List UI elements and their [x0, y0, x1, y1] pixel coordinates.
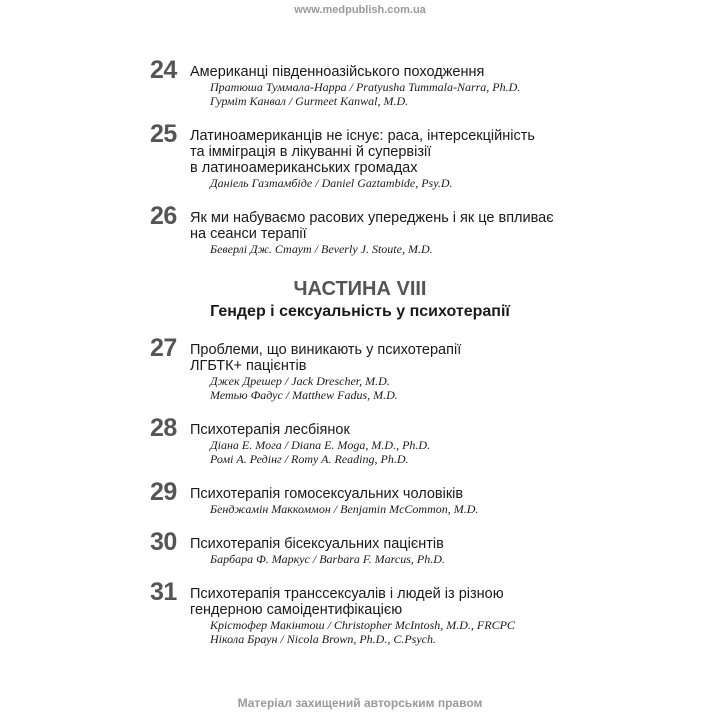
chapter-title-line: в латиноамериканських громадах [190, 160, 418, 176]
chapter-author: Джек Дрешер / Jack Drescher, M.D. [210, 374, 390, 388]
chapter-title-line: ЛГБТК+ пацієнтів [190, 358, 307, 374]
chapter-number: 24 [150, 56, 177, 84]
chapter-title-line: Психотерапія бісексуальних пацієнтів [190, 536, 444, 552]
chapter-title-line: Психотерапія гомосексуальних чоловіків [190, 486, 464, 502]
chapter-title-line: на сеанси терапії [190, 226, 307, 242]
chapter-entry [150, 56, 570, 108]
chapter-number: 25 [150, 120, 177, 148]
chapter-title-line: Психотерапія транссексуалів і людей із різною [190, 586, 504, 602]
chapter-title-line: Американці південноазійського походження [190, 64, 485, 80]
entry-list-a [150, 56, 570, 256]
chapter-author: Пратюша Туммала-Нарра / Pratyusha Tummala-Narra, Ph.D. [210, 80, 521, 94]
chapter-author: Гурміт Канвал / Gurmeet Kanwal, M.D. [210, 94, 409, 108]
chapter-number: 26 [150, 202, 177, 230]
entry-list-b [150, 334, 570, 646]
chapter-author: Крістофер Макінтош / Christopher McIntosh, M.D., FRCPC [210, 618, 515, 632]
chapter-title-line: та імміграція в лікуванні й супервізії [190, 144, 432, 160]
chapter-author: Ромі А. Редінг / Romy A. Reading, Ph.D. [210, 452, 409, 466]
chapter-number: 28 [150, 414, 177, 442]
chapter-entry [150, 120, 570, 190]
part-heading [150, 278, 570, 322]
chapter-author: Бенджамін Маккоммон / Benjamin McCommon, M.D. [210, 502, 479, 516]
chapter-entry [150, 414, 570, 466]
chapter-number: 29 [150, 478, 177, 506]
chapter-author: Діана Е. Мога / Diana E. Moga, M.D., Ph.D. [210, 438, 431, 452]
chapter-author: Барбара Ф. Маркус / Barbara F. Marcus, Ph.D. [210, 552, 445, 566]
chapter-author: Беверлі Дж. Стаут / Beverly J. Stoute, M.D. [210, 242, 433, 256]
header-url: www.medpublish.com.ua [294, 4, 426, 16]
chapter-title-line: Проблеми, що виникають у психотерапії [190, 342, 462, 358]
chapter-entry [150, 202, 570, 256]
chapter-entry [150, 478, 570, 516]
copyright-note: Матеріал захищений авторським правом [237, 696, 483, 710]
chapter-author: Метью Фадус / Matthew Fadus, M.D. [210, 388, 398, 402]
chapter-number: 30 [150, 528, 177, 556]
chapter-title-line: Як ми набуваємо расових упереджень і як це впливає [190, 210, 554, 226]
chapter-number: 31 [150, 578, 177, 606]
chapter-entry [150, 578, 570, 646]
part-label: ЧАСТИНА VIII [293, 278, 427, 300]
chapter-entry [150, 334, 570, 402]
part-title: Гендер і сексуальність у психотерапії [210, 303, 510, 320]
chapter-title-line: Психотерапія лесбіянок [190, 422, 350, 438]
chapter-title-line: гендерною самоідентифікацією [190, 602, 403, 618]
chapter-entry [150, 528, 570, 566]
chapter-author: Даніель Газтамбіде / Daniel Gaztambide, Psy.D. [210, 176, 453, 190]
table-of-contents [150, 56, 570, 646]
chapter-title-line: Латиноамериканців не існує: раса, інтерсекційність [190, 128, 535, 144]
chapter-number: 27 [150, 334, 177, 362]
chapter-author: Нікола Браун / Nicola Brown, Ph.D., C.Psych. [210, 632, 436, 646]
